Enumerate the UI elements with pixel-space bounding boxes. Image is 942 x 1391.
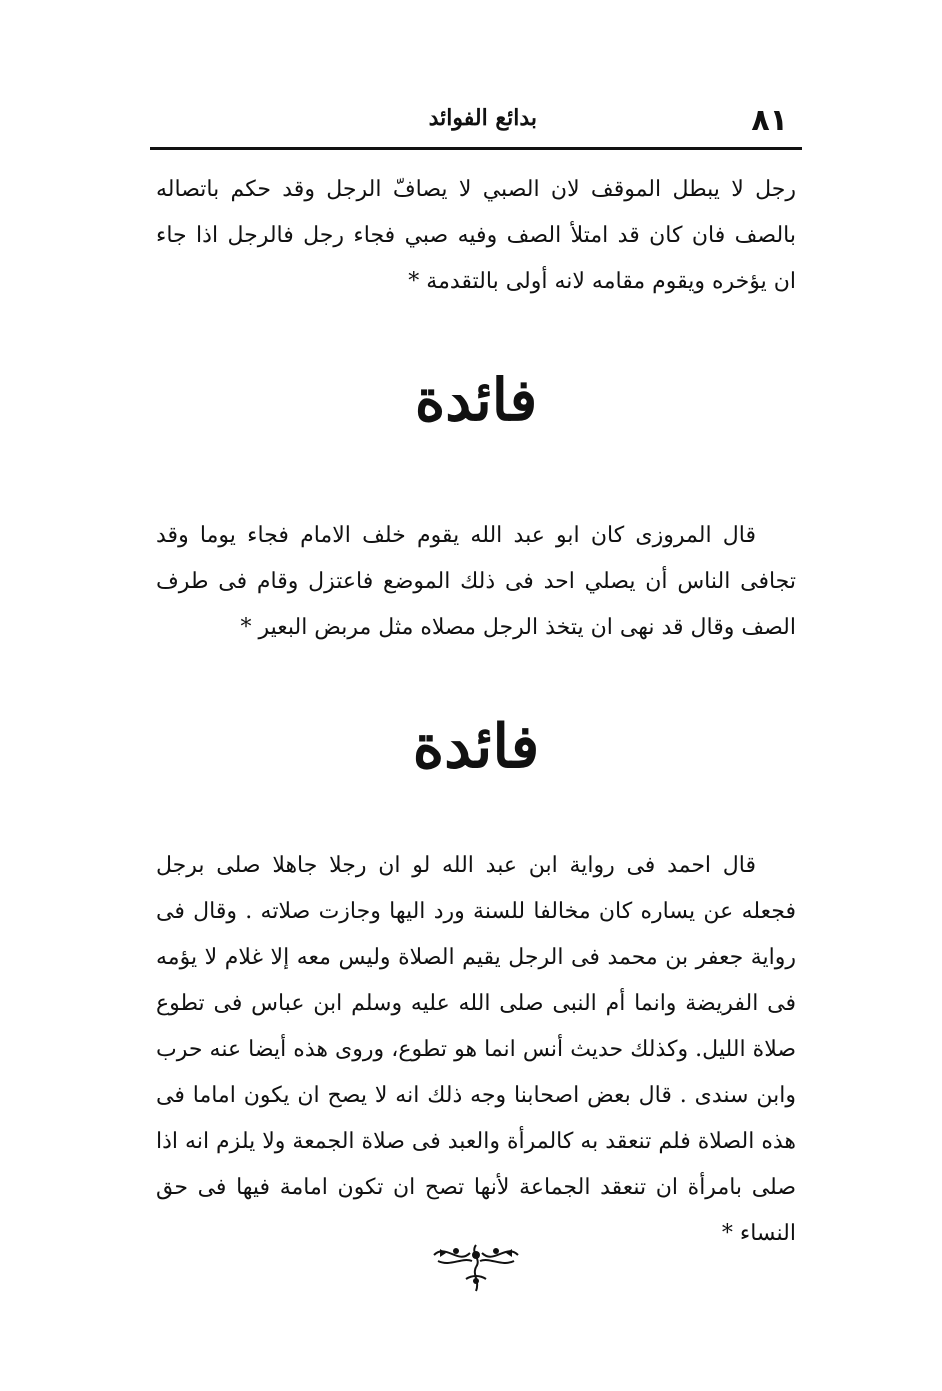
paragraph-1: رجل لا يبطل الموقف لان الصبي لا يصافّ الرجل وقد حكم باتصاله بالصف فان كان قد امتلأ الصف وفيه صبي فجاء رجل فالرجل اذا جاء ان يؤخره ويقوم مقامه لانه أولى بالتقدمة * (156, 177, 796, 294)
paragraph-2: قال المروزى كان ابو عبد الله يقوم خلف الامام فجاء يوما وقد تجافى الناس أن يصلي احد فى ذلك الموضع فاعتزل وقام فى طرف الصف وقال قد نهى ان يتخذ الرجل مصلاه مثل مربض البعير * (156, 523, 796, 640)
paragraph-3: قال احمد فى رواية ابن عبد الله لو ان رجلا جاهلا صلى برجل فجعله عن يساره كان مخالفا للسنة ورد اليها وجازت صلاته . وقال فى رواية جعفر بن محمد فى الرجل يقيم الصلاة وليس معه إلا غلام لا يؤمه فى الفريضة وانما أم النبى صلى الله عليه وسلم ابن عباس فى تطوع صلاة الليل. وكذلك حديث أنس انما هو تطوع، وروى هذه أيضا عنه حرب وابن سندى . قال بعض اصحابنا وجه ذلك انه لا يصح ان يكون اماما فى هذه الصلاة فلم تنعقد به كالمرأة والعبد فى صلاة الجمعة ولا يلزم انه اذا صلى بامرأة ان تنعقد الجماعة لأنها تصح ان تكون امامة فيها فى حق النساء * (156, 853, 796, 1246)
section-heading-1: فائدة (414, 366, 538, 434)
section-heading-2: فائدة (412, 712, 540, 782)
page-header (150, 95, 802, 143)
floral-ornament-icon (426, 1235, 526, 1295)
running-title: بدائع الفوائد (428, 105, 537, 131)
header-rule (150, 147, 802, 150)
book-page (150, 95, 802, 1305)
page-number: ٨١ (751, 103, 788, 138)
